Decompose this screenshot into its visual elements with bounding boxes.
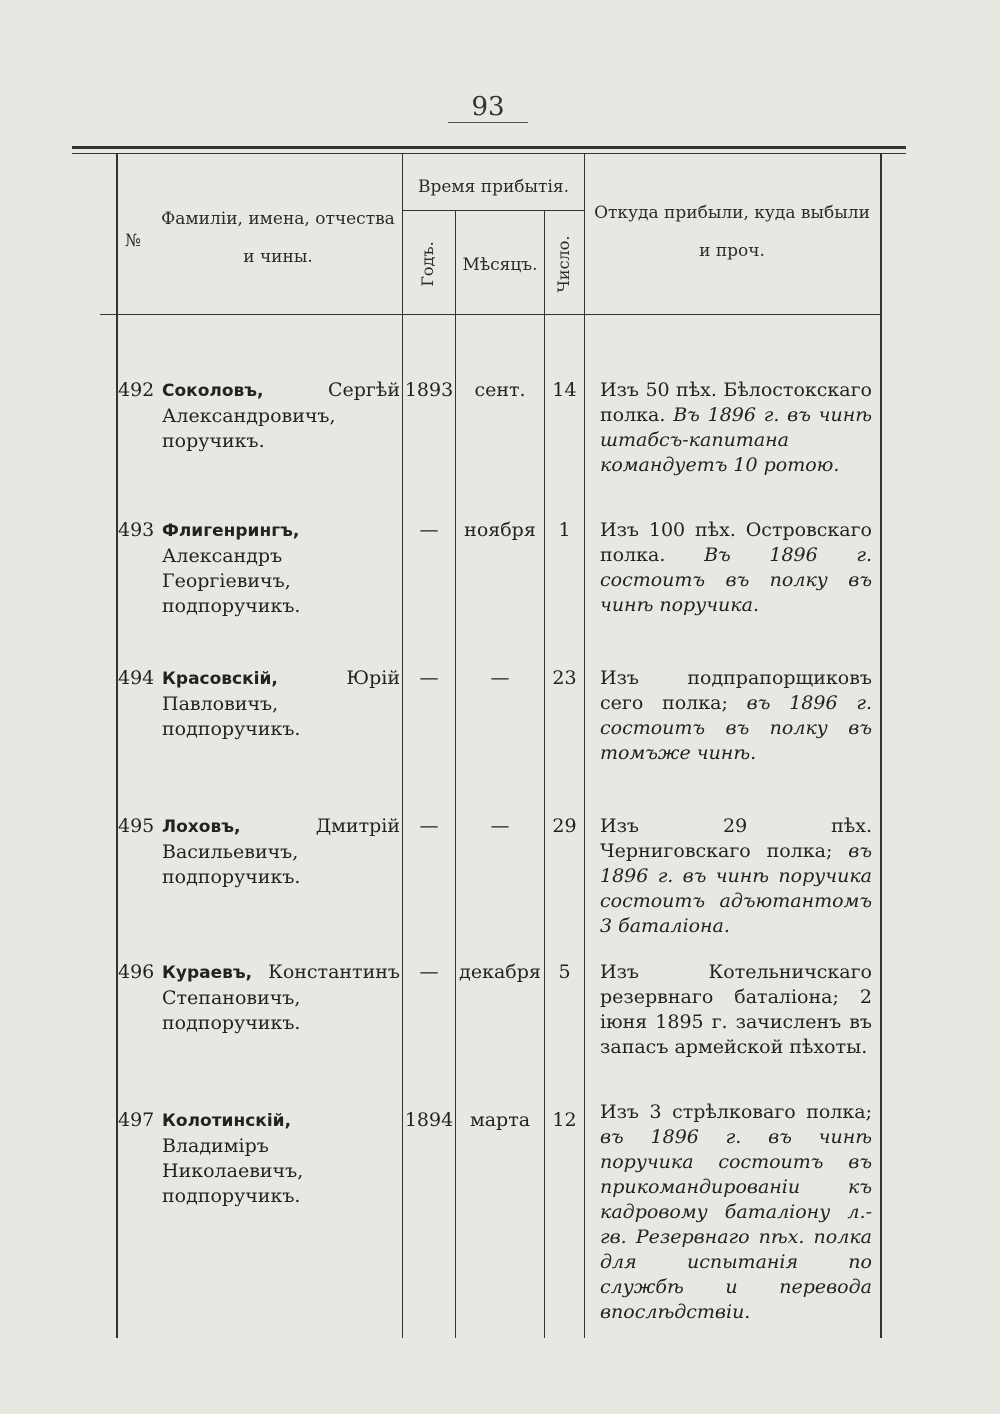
row-day: 23 (552, 667, 577, 689)
row-remark-italic: въ 1896 г. состоитъ въ полку въ томъже чинѣ. (600, 692, 872, 764)
top-rule-thin (72, 153, 906, 154)
row-number: 497 (118, 1109, 155, 1131)
row-day: 14 (552, 379, 577, 401)
row-month: ноября (464, 519, 536, 541)
header-day: Число. (554, 235, 573, 293)
row-remark-plain: Изъ 3 стрѣлковаго полка; (600, 1101, 872, 1123)
top-rule-thick (72, 146, 906, 149)
row-name-rest: Сергѣй Александровичъ, поручикъ. (162, 379, 400, 452)
row-surname: Соколовъ, (162, 381, 264, 401)
row-name-rest: Дмитрiй Васильевичъ, подпоручикъ. (162, 815, 400, 888)
row-surname: Лоховъ, (162, 817, 241, 837)
row-name (162, 960, 400, 1036)
row-year: — (419, 815, 439, 837)
row-year: 1893 (404, 379, 454, 401)
row-remark-plain: Изъ подпрапорщиковъ сего полка; (600, 667, 872, 714)
header-remarks: Откуда прибыли, куда выбыли и проч. (594, 203, 870, 261)
row-number: 492 (118, 379, 155, 401)
page-number: 93 (448, 92, 528, 123)
row-year: — (419, 961, 439, 983)
row-remark (600, 518, 872, 618)
header-arrival: Время прибытiя. (417, 177, 570, 197)
row-name-rest: Владимiръ Николаевичъ, подпоручикъ. (162, 1135, 304, 1207)
row-name-rest: Константинъ Степановичъ, подпоручикъ. (162, 961, 400, 1034)
row-day: 5 (558, 961, 571, 983)
row-number: 494 (118, 667, 155, 689)
row-remark-plain: Изъ 50 пѣх. Бѣлостокскаго полка. (600, 379, 872, 426)
header-month: Мѣсяцъ. (462, 255, 538, 275)
row-day: 12 (552, 1109, 577, 1131)
header-number: № (124, 231, 142, 251)
row-surname: Кураевъ, (162, 963, 253, 983)
row-name (162, 666, 400, 742)
row-year: — (419, 667, 439, 689)
row-remark-italic: Въ 1896 г. въ чинѣ штабсъ-капитана командуетъ 10 ротою. (600, 404, 872, 476)
header-bottom-rule (100, 314, 880, 315)
row-month: — (490, 667, 510, 689)
row-number: 493 (118, 519, 155, 541)
row-remark (600, 960, 872, 1060)
row-name-rest: Юрiй Павловичъ, подпоручикъ. (162, 667, 400, 740)
row-remark-plain: Изъ Котельничскаго резервнаго баталiона; 2 iюня 1895 г. зачисленъ въ запасъ армейской пѣхоты. (600, 961, 872, 1058)
row-name (162, 378, 400, 454)
row-remark (600, 666, 872, 766)
col-line-right (880, 154, 882, 1338)
row-month: — (490, 815, 510, 837)
row-remark-italic: Въ 1896 г. состоитъ въ полку въ чинѣ поручика. (600, 544, 872, 616)
row-name (162, 518, 400, 619)
row-remark-plain: Изъ 29 пѣх. Черниговскаго полка; (600, 815, 872, 862)
row-year: 1894 (404, 1109, 454, 1131)
row-month: декабря (459, 961, 541, 983)
subheader-rule (402, 210, 584, 211)
row-month: марта (469, 1109, 531, 1131)
row-name-rest: Александръ Георгiевичъ, подпоручикъ. (162, 545, 301, 617)
col-line-day (584, 154, 585, 1338)
col-line-left (116, 154, 118, 1338)
row-remark-plain: Изъ 100 пѣх. Островскаго полка. (600, 519, 872, 566)
row-remark (600, 378, 872, 478)
row-number: 496 (118, 961, 155, 983)
row-year: — (419, 519, 439, 541)
row-surname: Красовскiй, (162, 669, 278, 689)
row-remark-italic: въ 1896 г. въ чинѣ поручика состоитъ адъютантомъ 3 баталiона. (600, 840, 872, 937)
row-day: 1 (558, 519, 571, 541)
row-name (162, 1108, 400, 1209)
row-surname: Флигенрингъ, (162, 521, 300, 541)
row-surname: Колотинскiй, (162, 1111, 292, 1131)
row-name (162, 814, 400, 890)
row-remark (600, 1100, 872, 1325)
row-remark (600, 814, 872, 939)
row-day: 29 (552, 815, 577, 837)
row-month: сент. (474, 379, 526, 401)
header-name: Фамилiи, имена, отчества и чины. (161, 209, 395, 267)
row-remark-italic: въ 1896 г. въ чинѣ поручика состоитъ въ прикомандированiи къ кадровому баталiону л.-гв. Резервнаго пѣх. полка для испытанiя по службѣ и перевода впослѣдствiи. (600, 1126, 872, 1323)
header-year: Годъ. (418, 241, 437, 287)
row-number: 495 (118, 815, 155, 837)
col-line-name (402, 154, 403, 1338)
